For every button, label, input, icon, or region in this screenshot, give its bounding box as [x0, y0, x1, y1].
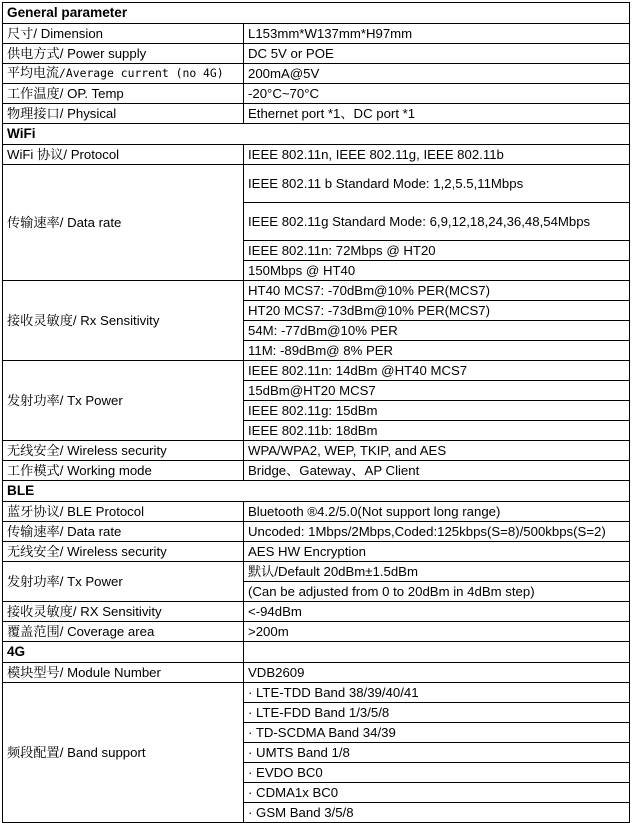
row-value-band-2: · TD-SCDMA Band 34/39	[244, 723, 630, 743]
row-value-wifi-working-mode: Bridge、Gateway、AP Client	[244, 461, 630, 481]
row-label-wifi-data-rate: 传输速率/ Data rate	[3, 165, 244, 281]
row-label-ble-tx-power: 发射功率/ Tx Power	[3, 562, 244, 602]
row-label-ble-coverage: 覆盖范围/ Coverage area	[3, 622, 244, 642]
table-row	[3, 84, 630, 104]
row-label-band-support: 频段配置/ Band support	[3, 683, 244, 823]
row-label-wifi-protocol: WiFi 协议/ Protocol	[3, 145, 244, 165]
row-value-ble-rx-sensitivity: <-94dBm	[244, 602, 630, 622]
section-header-ble	[3, 481, 630, 502]
row-value-wifi-tx-0: IEEE 802.11n: 14dBm @HT40 MCS7	[244, 361, 630, 381]
row-value-ble-data-rate: Uncoded: 1Mbps/2Mbps,Coded:125kbps(S=8)/500kbps(S=2)	[244, 522, 630, 542]
row-value-band-5: · CDMA1x BC0	[244, 783, 630, 803]
table-row	[3, 165, 630, 203]
row-value-power-supply: DC 5V or POE	[244, 44, 630, 64]
specification-table	[2, 2, 630, 823]
table-row	[3, 104, 630, 124]
table-row	[3, 663, 630, 683]
row-value-wifi-protocol: IEEE 802.11n, IEEE 802.11g, IEEE 802.11b	[244, 145, 630, 165]
row-value-wifi-rx-3: 11M: -89dBm@ 8% PER	[244, 341, 630, 361]
row-value-wifi-rx-2: 54M: -77dBm@10% PER	[244, 321, 630, 341]
row-label-wifi-tx-power: 发射功率/ Tx Power	[3, 361, 244, 441]
row-label-dimension: 尺寸/ Dimension	[3, 24, 244, 44]
row-value-wifi-wireless-security: WPA/WPA2, WEP, TKIP, and AES	[244, 441, 630, 461]
section-header-4g	[3, 642, 630, 663]
row-label-ble-rx-sensitivity: 接收灵敏度/ RX Sensitivity	[3, 602, 244, 622]
table-row	[3, 281, 630, 301]
table-row	[3, 622, 630, 642]
row-value-band-0: · LTE-TDD Band 38/39/40/41	[244, 683, 630, 703]
row-label-wifi-wireless-security: 无线安全/ Wireless security	[3, 441, 244, 461]
row-value-band-6: · GSM Band 3/5/8	[244, 803, 630, 823]
table-row	[3, 542, 630, 562]
row-value-wifi-data-rate-2: IEEE 802.11n: 72Mbps @ HT20	[244, 241, 630, 261]
row-value-average-current: 200mA@5V	[244, 64, 630, 84]
row-value-ble-wireless-security: AES HW Encryption	[244, 542, 630, 562]
row-value-wifi-tx-2: IEEE 802.11g: 15dBm	[244, 401, 630, 421]
row-label-ble-wireless-security: 无线安全/ Wireless security	[3, 542, 244, 562]
row-label-wifi-rx-sensitivity: 接收灵敏度/ Rx Sensitivity	[3, 281, 244, 361]
specification-sheet	[2, 2, 629, 823]
table-row	[3, 441, 630, 461]
row-value-op-temp: -20°C~70°C	[244, 84, 630, 104]
row-value-wifi-tx-3: IEEE 802.11b: 18dBm	[244, 421, 630, 441]
row-label-wifi-working-mode: 工作模式/ Working mode	[3, 461, 244, 481]
table-row	[3, 683, 630, 703]
section-title: General parameter	[3, 3, 630, 24]
row-value-wifi-data-rate-0: IEEE 802.11 b Standard Mode: 1,2,5.5,11Mbps	[244, 165, 630, 203]
row-label-ble-data-rate: 传输速率/ Data rate	[3, 522, 244, 542]
row-value-ble-coverage: >200m	[244, 622, 630, 642]
row-value-wifi-rx-0: HT40 MCS7: -70dBm@10% PER(MCS7)	[244, 281, 630, 301]
section-title: BLE	[3, 481, 630, 502]
table-row	[3, 24, 630, 44]
row-value-module-number: VDB2609	[244, 663, 630, 683]
table-row	[3, 361, 630, 381]
table-row	[3, 461, 630, 481]
row-value-ble-protocol: Bluetooth ®4.2/5.0(Not support long range)	[244, 502, 630, 522]
section-header-wifi	[3, 124, 630, 145]
section-title: 4G	[3, 642, 244, 663]
row-label-op-temp: 工作温度/ OP. Temp	[3, 84, 244, 104]
row-label-ble-protocol: 蓝牙协议/ BLE Protocol	[3, 502, 244, 522]
table-row	[3, 522, 630, 542]
row-value-band-1: · LTE-FDD Band 1/3/5/8	[244, 703, 630, 723]
row-value-ble-tx-1: (Can be adjusted from 0 to 20dBm in 4dBm step)	[244, 582, 630, 602]
row-label-module-number: 模块型号/ Module Number	[3, 663, 244, 683]
table-row	[3, 64, 630, 84]
row-value-wifi-data-rate-3: 150Mbps @ HT40	[244, 261, 630, 281]
row-label-physical: 物理接口/ Physical	[3, 104, 244, 124]
row-value-wifi-tx-1: 15dBm@HT20 MCS7	[244, 381, 630, 401]
row-value-band-3: · UMTS Band 1/8	[244, 743, 630, 763]
row-value-wifi-rx-1: HT20 MCS7: -73dBm@10% PER(MCS7)	[244, 301, 630, 321]
table-row	[3, 44, 630, 64]
row-value-wifi-data-rate-1: IEEE 802.11g Standard Mode: 6,9,12,18,24,36,48,54Mbps	[244, 203, 630, 241]
table-row	[3, 562, 630, 582]
section-header-general	[3, 3, 630, 24]
row-value-band-4: · EVDO BC0	[244, 763, 630, 783]
row-label-average-current-en: /Average current (no 4G)	[59, 66, 224, 81]
row-value-dimension: L153mm*W137mm*H97mm	[244, 24, 630, 44]
section-title: WiFi	[3, 124, 630, 145]
table-row	[3, 145, 630, 165]
table-row	[3, 502, 630, 522]
row-label-average-current	[3, 64, 244, 84]
section-title-value-empty	[244, 642, 630, 663]
row-label-average-current-cjk: 平均电流	[7, 66, 60, 82]
table-row	[3, 602, 630, 622]
row-label-power-supply: 供电方式/ Power supply	[3, 44, 244, 64]
row-value-physical: Ethernet port *1、DC port *1	[244, 104, 630, 124]
row-value-ble-tx-0: 默认/Default 20dBm±1.5dBm	[244, 562, 630, 582]
